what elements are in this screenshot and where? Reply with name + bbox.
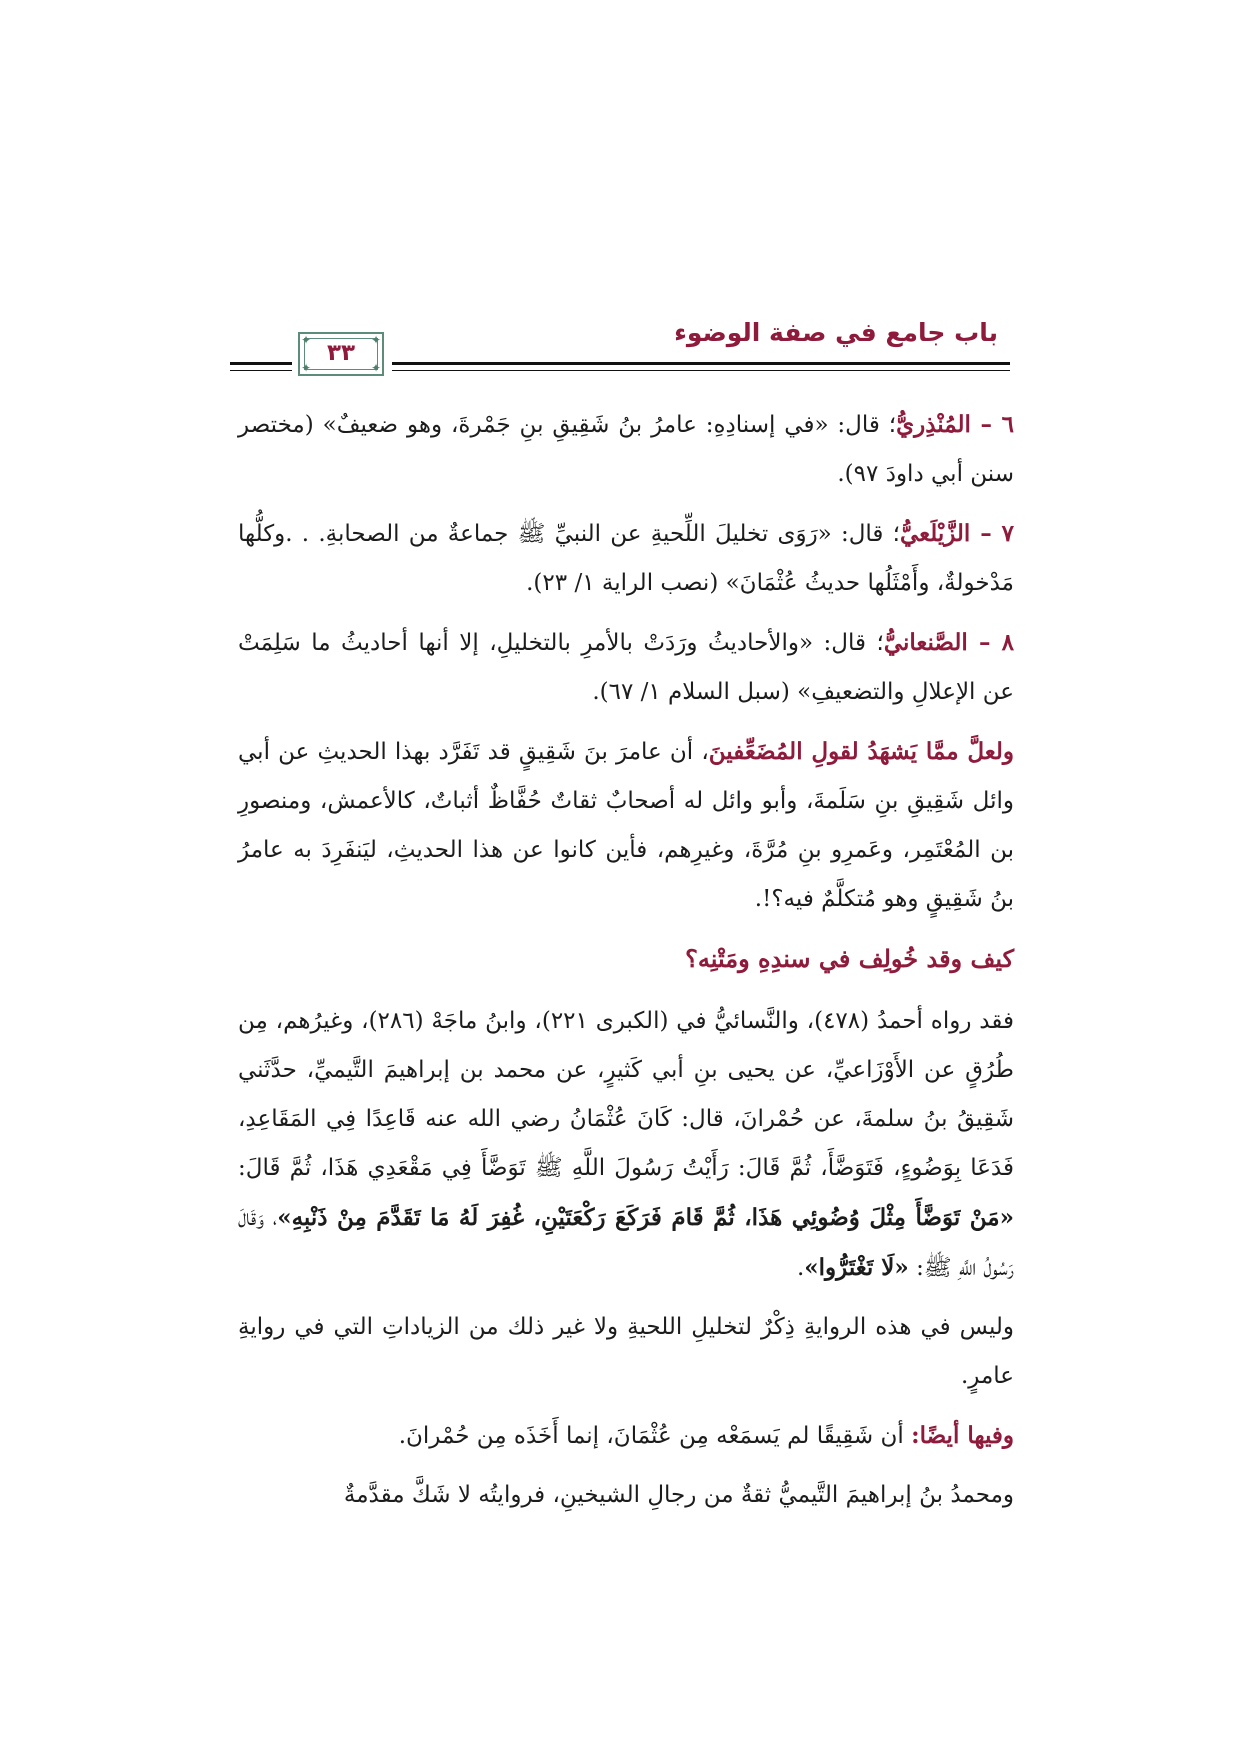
section-heading: كيف وقد خُولِف في سندِهِ ومَتْنِه؟ bbox=[685, 944, 1014, 973]
paragraph-text: ؛ قال: «رَوَى تخليلَ اللِّحيةِ عن النبيِّ ﷺ جماعةٌ من الصحابةِ. . .وكلُّها مَدْخولةٌ، وأَمْثَلُها حديثُ عُثْمَانَ» (نصب الراية ١/ ٢٣). bbox=[238, 521, 1014, 596]
paragraph-text: أن شَقِيقًا لم يَسمَعْه مِن عُثْمَانَ، إنما أَخَذَه مِن حُمْرانَ. bbox=[398, 1423, 912, 1449]
page-header bbox=[230, 318, 1010, 388]
paragraph-text: ؛ قال: «في إسنادِهِ: عامرُ بنُ شَقِيقِ بنِ جَمْرةَ، وهو ضعيفٌ» (مختصر سنن أبي داودَ ٩٧). bbox=[238, 412, 1014, 487]
ornament-icon: ✦ bbox=[301, 361, 312, 375]
ornament-icon: ✦ bbox=[301, 333, 312, 347]
item-number: ٧ – bbox=[970, 520, 1014, 547]
ornament-icon: ✦ bbox=[371, 361, 382, 375]
paragraph-13 bbox=[238, 1471, 1014, 1520]
paragraph-text: وليس في هذه الروايةِ ذِكْرٌ لتخليلِ اللحيةِ ولا غير ذلك من الزياداتِ التي في روايةِ عامرٍ. bbox=[238, 1314, 1014, 1389]
paragraph-text: . bbox=[796, 1255, 805, 1281]
paragraph-7 bbox=[238, 509, 1014, 608]
item-number: ٦ – bbox=[970, 411, 1014, 438]
paragraph-10 bbox=[238, 997, 1014, 1293]
header-rule-left-thick bbox=[230, 362, 292, 365]
page-body bbox=[238, 400, 1014, 1530]
hadith-quote: «لَا تَغْتَرُّوا» bbox=[804, 1254, 909, 1281]
paragraph-text: ، أن عامرَ بنَ شَقِيقٍ قد تَفَرَّد بهذا الحديثِ عن أبي وائل شَقِيقِ بنِ سَلَمةَ، وأبو وائل له أصحابٌ ثقاتٌ حُفَّاظٌ أثباتٌ، كالأعمش، ومنصورِ بن المُعْتَمِر، وعَمرِو بنِ مُرَّةَ، وغيرِهم، فأين كانوا عن هذا الحديثِ، ليَنفَرِدَ به عامرُ بنُ شَقِيقٍ وهو مُتكلَّمٌ فيه؟!. bbox=[238, 739, 1014, 912]
paragraph-9 bbox=[238, 727, 1014, 924]
running-title: باب جامع في صفة الوضوء bbox=[674, 318, 998, 347]
lead-phrase: ولعلَّ ممَّا يَشهَدُ لقولِ المُضَعِّفينَ bbox=[708, 738, 1015, 765]
page-number: ٣٣ bbox=[326, 340, 356, 366]
paragraph-text: ، وَقَالَ رَسُولُ اللَّهِ ﷺ: bbox=[238, 1205, 1014, 1281]
header-rule-right-thin bbox=[392, 370, 1010, 371]
scholar-name: الصَّنعانيُّ bbox=[883, 629, 968, 656]
paragraph-text: ومحمدُ بنُ إبراهيمَ التَّيميُّ ثقةٌ من رجالِ الشيخينِ، فروايتُه لا شَكَّ مقدَّمةٌ bbox=[343, 1482, 1014, 1508]
paragraph-11 bbox=[238, 1303, 1014, 1401]
ornament-icon: ✦ bbox=[371, 333, 382, 347]
paragraph-8 bbox=[238, 618, 1014, 717]
item-number: ٨ – bbox=[967, 629, 1014, 656]
header-rule-right-thick bbox=[392, 362, 1010, 365]
scholar-name: المُنْذِريُّ bbox=[896, 411, 971, 438]
page-number-badge bbox=[298, 332, 384, 376]
paragraph-12 bbox=[238, 1411, 1014, 1461]
header-rule-left-thin bbox=[230, 370, 292, 371]
hadith-quote: «مَنْ تَوَضَّأَ مِثْلَ وُضُوئِي هَذَا، ثُمَّ قَامَ فَرَكَعَ رَكْعَتَيْنِ، غُفِرَ لَهُ مَا تَقَدَّمَ مِنْ ذَنْبِهِ» bbox=[277, 1204, 1014, 1231]
paragraph-6 bbox=[238, 400, 1014, 499]
scholar-name: الزَّيْلَعيُّ bbox=[899, 520, 971, 547]
paragraph-text: ؛ قال: «والأحاديثُ ورَدَتْ بالأمرِ بالتخليلِ، إلا أنها أحاديثُ ما سَلِمَتْ عن الإعلالِ والتضعيفِ» (سبل السلام ١/ ٦٧). bbox=[238, 630, 1014, 705]
lead-phrase: وفيها أيضًا: bbox=[911, 1422, 1014, 1449]
paragraph-text: فقد رواه أحمدُ (٤٧٨)، والنَّسائيُّ في (الكبرى ٢٢١)، وابنُ ماجَهْ (٢٨٦)، وغيرُهم، مِن طُرُقٍ عن الأَوْزَاعيِّ، عن يحيى بنِ أبي كَثيرٍ، عن محمد بن إبراهيمَ التَّيميِّ، حدَّثَني شَقِيقُ بنُ سلمةَ، عن حُمْرانَ، قال: كَانَ عُثْمَانُ رضي الله عنه قَاعِدًا فِي المَقَاعِدِ، فَدَعَا بِوَضُوءٍ، فَتَوَضَّأَ، ثُمَّ قَالَ: رَأَيْتُ رَسُولَ اللَّهِ ﷺ تَوَضَّأَ فِي مَقْعَدِي هَذَا، ثُمَّ قَالَ: bbox=[238, 1008, 1014, 1181]
